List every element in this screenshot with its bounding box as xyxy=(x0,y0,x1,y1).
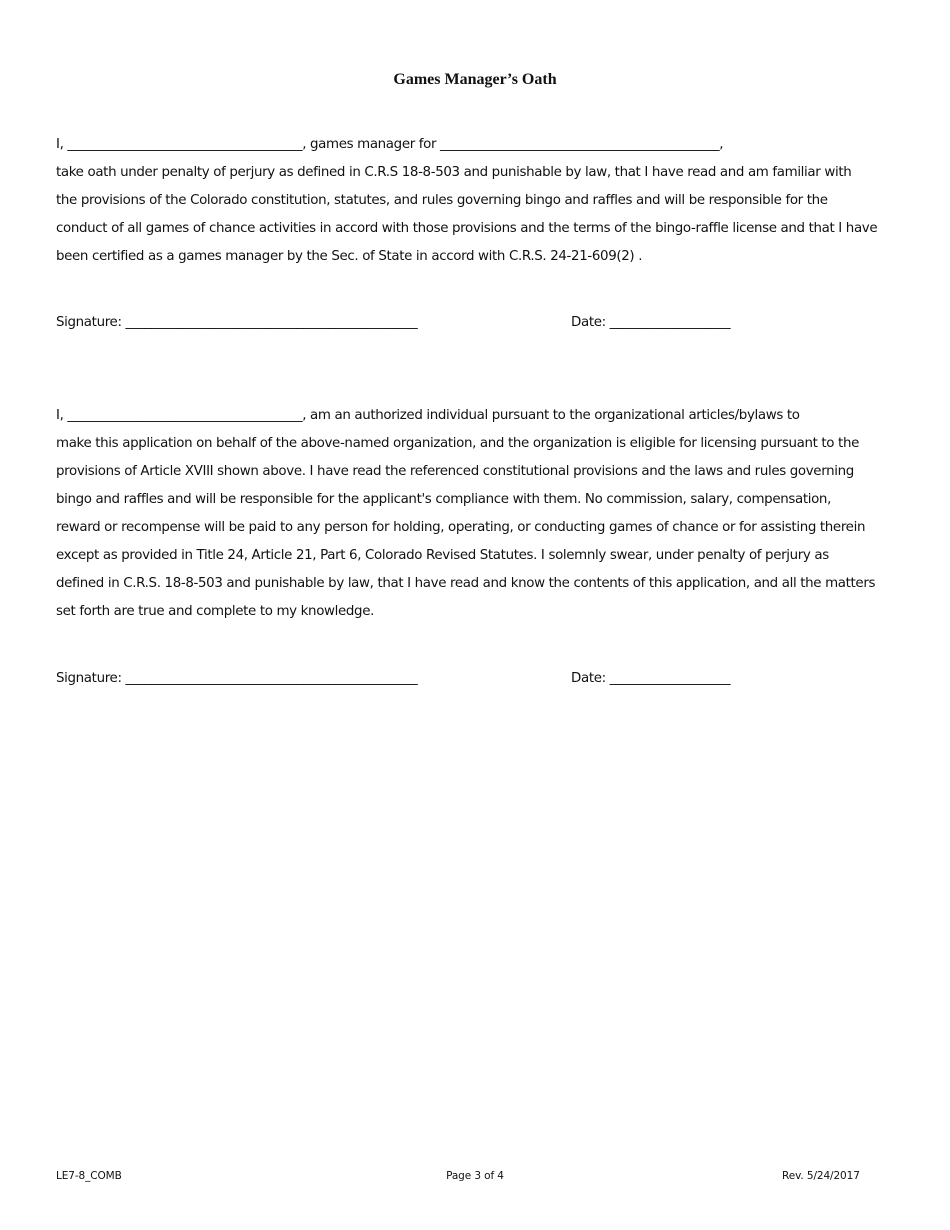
signature-row-1 xyxy=(56,311,901,335)
page-title: Games Manager’s Oath xyxy=(393,71,557,88)
oath-paragraph xyxy=(56,131,901,271)
oath-line: conduct of all games of chance activities in accord with those provisions and the terms of the bingo-raffle license and that I have xyxy=(56,221,878,236)
date-field-1[interactable]: Date: ___________________ xyxy=(571,315,731,330)
authorization-line: except as provided in Title 24, Article 21, Part 6, Colorado Revised Statutes. I solemnly swear, under penalty of perjury as xyxy=(56,548,829,563)
footer-page-number: Page 3 of 4 xyxy=(446,1170,504,1182)
authorization-paragraph xyxy=(56,402,901,626)
authorization-line: reward or recompense will be paid to any person for holding, operating, or conducting games of chance or for assisting therein xyxy=(56,520,866,535)
footer-revision: Rev. 5/24/2017 xyxy=(782,1170,860,1182)
authorization-line: bingo and raffles and will be responsible for the applicant's compliance with them. No commission, salary, compensation, xyxy=(56,492,831,507)
authorization-line: set forth are true and complete to my knowledge. xyxy=(56,604,374,619)
oath-line: been certified as a games manager by the Sec. of State in accord with C.R.S. 24-21-609(2) . xyxy=(56,249,643,264)
authorization-line: make this application on behalf of the above-named organization, and the organization is eligible for licensing pursuant to the xyxy=(56,436,859,451)
date-field-2[interactable]: Date: ___________________ xyxy=(571,671,731,686)
signature-field-2[interactable]: Signature: ______________________________________________ xyxy=(56,671,418,686)
oath-line: take oath under penalty of perjury as defined in C.R.S 18-8-503 and punishable by law, that I have read and am familiar with xyxy=(56,165,852,180)
signature-row-2 xyxy=(56,667,901,691)
authorization-line: I, _____________________________________, am an authorized individual pursuant to the organizational articles/bylaws to xyxy=(56,408,800,423)
authorization-line: provisions of Article XVIII shown above. I have read the referenced constitutional provisions and the laws and rules governing xyxy=(56,464,854,479)
authorization-line: defined in C.R.S. 18-8-503 and punishable by law, that I have read and know the contents of this application, and all the matters xyxy=(56,576,876,591)
oath-line: I, _____________________________________, games manager for ____________________________________________, xyxy=(56,137,724,152)
footer-form-id: LE7-8_COMB xyxy=(56,1170,122,1182)
signature-field-1[interactable]: Signature: ______________________________________________ xyxy=(56,315,418,330)
oath-line: the provisions of the Colorado constitution, statutes, and rules governing bingo and raffles and will be responsible for the xyxy=(56,193,828,208)
